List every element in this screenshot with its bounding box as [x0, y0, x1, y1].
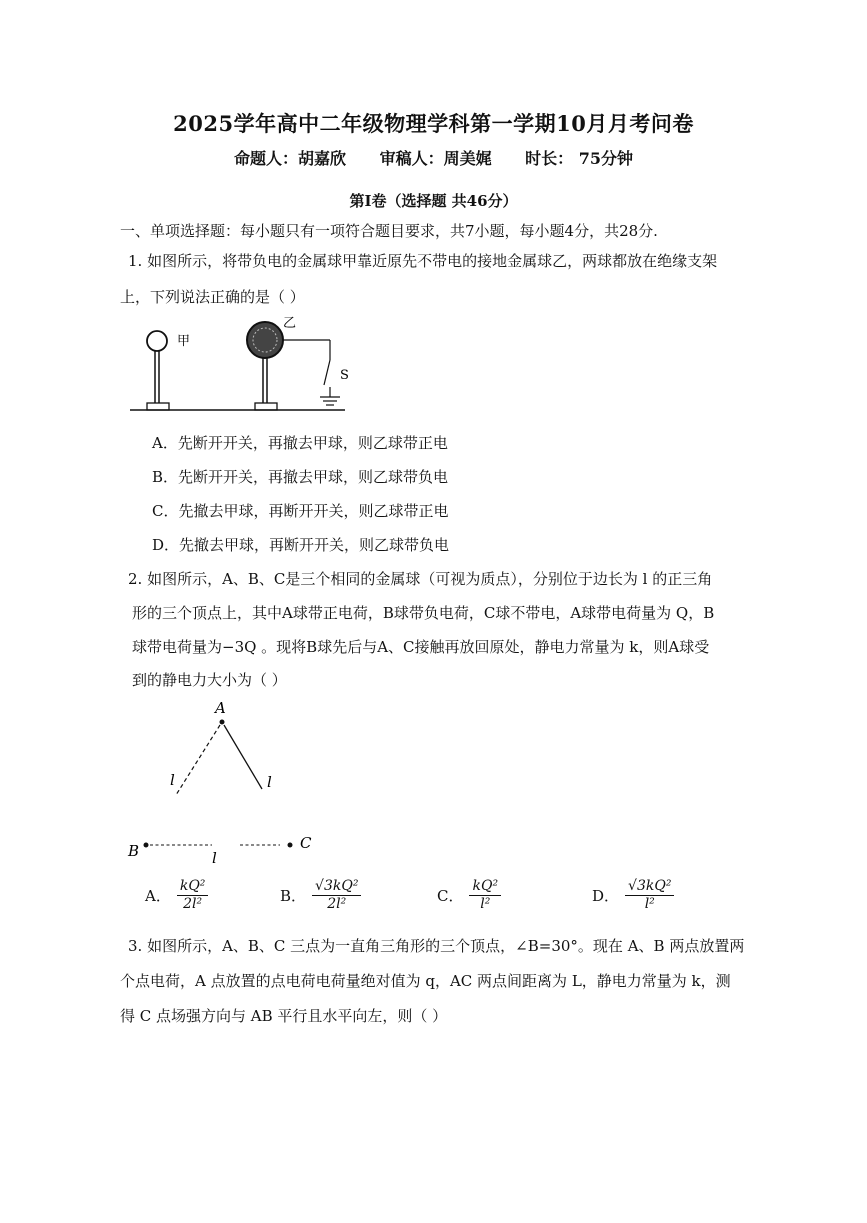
vertex-c	[288, 843, 293, 848]
q1-option-c: C．先撤去甲球，再断开开关，则乙球带正电	[152, 502, 449, 520]
vertex-a	[220, 720, 225, 725]
ball-yi	[247, 322, 283, 358]
vertex-b	[144, 843, 149, 848]
q2-figure	[120, 695, 330, 865]
stand-yi	[255, 403, 277, 410]
q2-stem-line4: 到的静电力大小为（ ）	[132, 671, 287, 689]
duration-label: 时长： 75分钟	[525, 149, 634, 168]
exam-meta	[0, 146, 867, 169]
svg-text:l: l	[267, 773, 272, 791]
q2-option-d: D． $\frac{\text{√3kQ²}}{\text{l²}}$	[592, 878, 674, 913]
q2-stem-line1: 2. 如图所示，A、B、C是三个相同的金属球（可视为质点），分别位于边长为 l 的正三角	[128, 570, 713, 588]
label-jia: 甲	[177, 334, 191, 349]
vertex-b-label: B	[128, 842, 140, 860]
section-instruction: 一、单项选择题：每小题只有一项符合题目要求，共7小题，每小题4分，共28分.	[120, 222, 658, 240]
q2-option-b: B． $\frac{\text{√3kQ²}}{\text{2l²}}$	[280, 878, 361, 913]
q1-option-d: D．先撤去甲球，再断开开关，则乙球带负电	[152, 536, 450, 554]
ball-jia	[147, 331, 167, 351]
q2-stem-line3: 球带电荷量为−3Q 。现将B球先后与A、C接触再放回原处，静电力常量为 k，则A球受	[132, 638, 710, 656]
q1-figure	[125, 315, 365, 420]
section-title: 第Ⅰ卷（选择题 共46分）	[349, 192, 518, 210]
q1-option-a: A．先断开开关，再撤去甲球，则乙球带正电	[152, 434, 448, 452]
label-yi: 乙	[283, 316, 297, 331]
q1-option-b: B．先断开开关，再撤去甲球，则乙球带负电	[152, 468, 449, 486]
q1-stem-line2: 上，下列说法正确的是（ ）	[120, 288, 305, 306]
vertex-a-label: A	[215, 699, 226, 717]
q2-option-a: A． $\frac{\text{kQ²}}{\text{2l²}}$	[145, 878, 208, 913]
q3-stem-line3: 得 C 点场强方向与 AB 平行且水平向左，则（ ）	[120, 1007, 448, 1025]
svg-text:l: l	[170, 771, 175, 789]
switch-s	[324, 360, 330, 385]
q2-stem-line2: 形的三个顶点上，其中A球带正电荷，B球带负电荷，C球不带电，A球带电荷量为 Q，B	[132, 604, 715, 622]
label-s: S	[340, 368, 349, 383]
q1-stem-line1: 1. 如图所示，将带负电的金属球甲靠近原先不带电的接地金属球乙，两球都放在绝缘支架	[128, 252, 718, 270]
exam-title: 2025学年高中二年级物理学科第一学期10月月考问卷	[173, 111, 694, 136]
q2-option-c: C． $\frac{\text{kQ²}}{\text{l²}}$	[437, 878, 501, 913]
q3-stem-line1: 3. 如图所示，A、B、C 三点为一直角三角形的三个顶点，∠B=30°。现在 A、B 两点放置两	[128, 937, 745, 955]
vertex-c-label: C	[300, 834, 312, 852]
author-label: 命题人：胡嘉欣	[233, 149, 346, 168]
svg-text:l: l	[212, 849, 217, 865]
stand-jia	[147, 403, 169, 410]
reviewer-label: 审稿人：周美娓	[379, 149, 492, 168]
q3-stem-line2: 个点电荷，A 点放置的点电荷电荷量绝对值为 q，AC 两点间距离为 L，静电力常量为 k，测	[120, 972, 731, 990]
